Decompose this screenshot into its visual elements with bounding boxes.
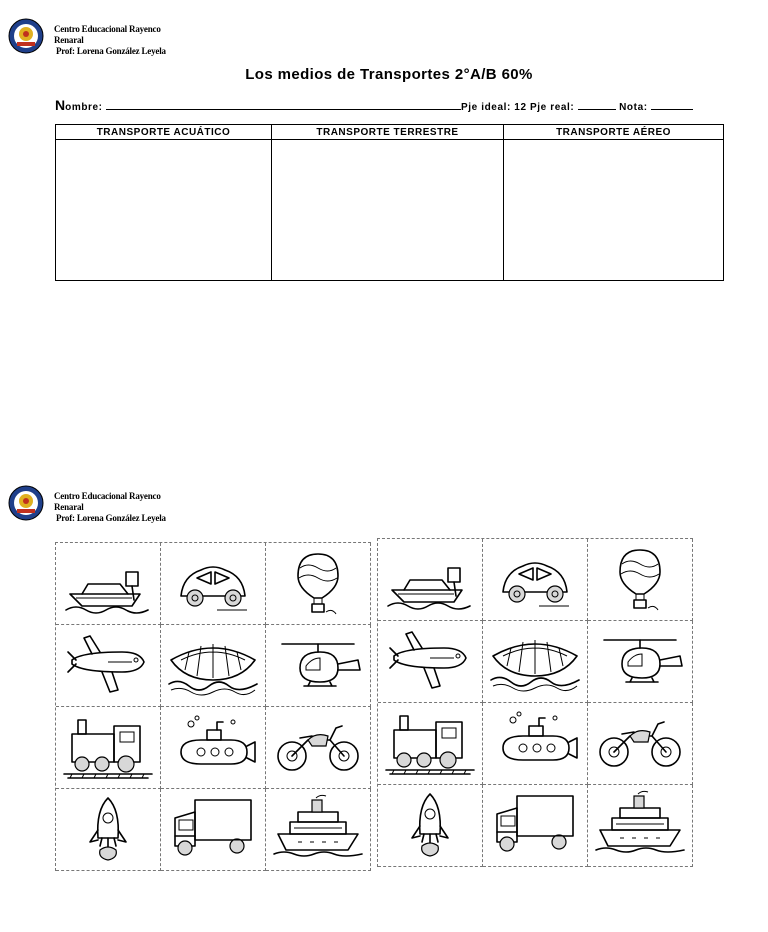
helicopter-icon (594, 626, 686, 698)
rocket-icon (62, 794, 154, 866)
grade-field[interactable] (651, 108, 693, 110)
cutout-card[interactable] (56, 707, 161, 789)
teacher-name: Prof: Lorena González Leyela (56, 46, 166, 56)
submarine-icon (167, 712, 259, 784)
school-logo-icon (8, 18, 44, 54)
cutout-card[interactable] (56, 789, 161, 871)
cutout-card[interactable] (483, 621, 588, 703)
truck-icon (167, 794, 259, 866)
airplane-icon (62, 630, 154, 702)
cutout-grid-right (377, 538, 693, 867)
school-logo-icon (8, 485, 44, 521)
cutout-card[interactable] (266, 543, 371, 625)
motorcycle-icon (594, 708, 686, 780)
classification-table (55, 124, 724, 281)
cutout-card[interactable] (266, 707, 371, 789)
motorboat-icon (384, 544, 476, 616)
school-header-top (8, 18, 166, 57)
score-real-label: Pje real: (530, 102, 575, 113)
cutout-card[interactable] (588, 621, 693, 703)
cutout-card[interactable] (266, 625, 371, 707)
cutout-card[interactable] (378, 539, 483, 621)
name-label: ombre: (65, 102, 103, 113)
header-land: TRANSPORTE TERRESTRE (272, 125, 504, 140)
submarine-icon (489, 708, 581, 780)
cutout-card[interactable] (266, 789, 371, 871)
grade-label: Nota: (619, 102, 648, 113)
cutout-card[interactable] (483, 785, 588, 867)
truck-icon (489, 790, 581, 862)
ship-icon (272, 794, 364, 866)
cutout-card[interactable] (483, 703, 588, 785)
cutout-card[interactable] (161, 707, 266, 789)
page-title: Los medios de Transportes 2°A/B 60% (245, 66, 533, 83)
school-location: Renaral (54, 35, 84, 45)
drop-zone-aquatic[interactable] (56, 140, 272, 281)
score-ideal: Pje ideal: 12 (461, 102, 527, 113)
name-field[interactable] (106, 108, 461, 110)
cutout-card[interactable] (378, 621, 483, 703)
train-icon (62, 712, 154, 784)
student-info-line (55, 97, 725, 113)
cutout-card[interactable] (588, 539, 693, 621)
school-location: Renaral (54, 502, 84, 512)
cutout-card[interactable] (161, 625, 266, 707)
cutout-card[interactable] (588, 785, 693, 867)
canoe-icon (489, 626, 581, 698)
airplane-icon (384, 626, 476, 698)
header-air: TRANSPORTE AÉREO (504, 125, 724, 140)
school-name: Centro Educacional Rayenco (54, 491, 161, 501)
cutout-card[interactable] (483, 539, 588, 621)
cutout-card[interactable] (588, 703, 693, 785)
cutout-card[interactable] (161, 789, 266, 871)
school-name: Centro Educacional Rayenco (54, 24, 161, 34)
motorcycle-icon (272, 712, 364, 784)
car-icon (489, 544, 581, 616)
drop-zone-land[interactable] (272, 140, 504, 281)
hot-air-balloon-icon (594, 544, 686, 616)
canoe-icon (167, 630, 259, 702)
header-aquatic: TRANSPORTE ACUÁTICO (56, 125, 272, 140)
cutout-grid-left (55, 542, 371, 871)
drop-zone-air[interactable] (504, 140, 724, 281)
cutout-card[interactable] (56, 625, 161, 707)
car-icon (167, 548, 259, 620)
hot-air-balloon-icon (272, 548, 364, 620)
cutout-card[interactable] (378, 785, 483, 867)
score-real-field[interactable] (578, 108, 616, 110)
school-header-bottom (8, 485, 166, 524)
cutout-card[interactable] (161, 543, 266, 625)
ship-icon (594, 790, 686, 862)
motorboat-icon (62, 548, 154, 620)
cutout-card[interactable] (378, 703, 483, 785)
rocket-icon (384, 790, 476, 862)
cutout-card[interactable] (56, 543, 161, 625)
name-label-first: N (55, 97, 66, 113)
teacher-name: Prof: Lorena González Leyela (56, 513, 166, 523)
train-icon (384, 708, 476, 780)
helicopter-icon (272, 630, 364, 702)
